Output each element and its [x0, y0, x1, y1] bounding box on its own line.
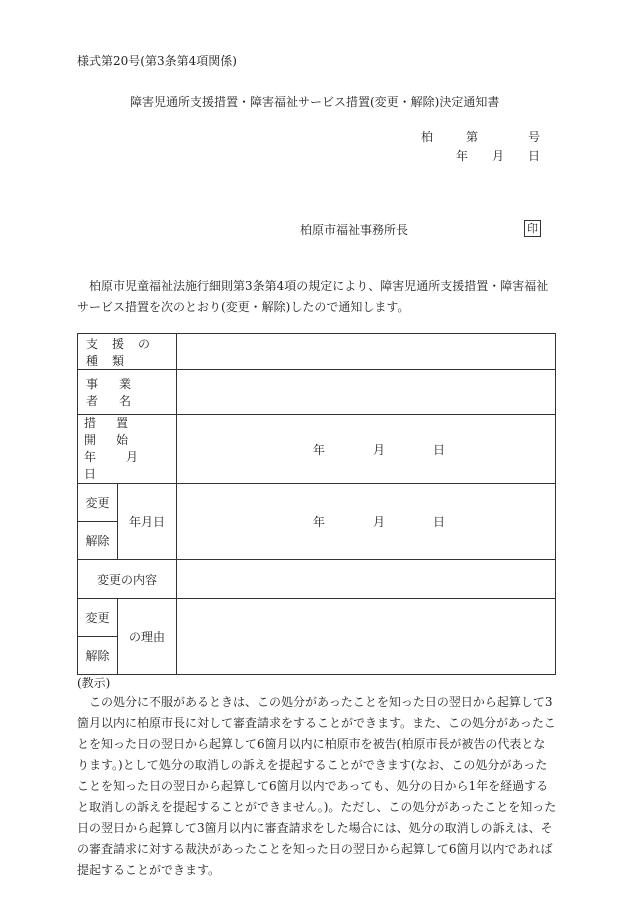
issue-year: 年: [456, 149, 469, 163]
start-date-label: [78, 415, 177, 484]
change-year: 年: [312, 515, 325, 529]
cancel-label: 解除: [78, 522, 118, 560]
change-content-value[interactable]: [177, 560, 556, 599]
start-label-line2: 年月日: [84, 450, 169, 481]
change-day: 日: [432, 515, 445, 529]
change-date-fields: [289, 513, 469, 530]
start-month: 月: [372, 442, 385, 457]
start-date-fields: [289, 441, 469, 458]
start-day: 日: [432, 442, 445, 457]
support-type-label: 支援の種類: [78, 334, 177, 370]
provider-name-value[interactable]: [177, 370, 556, 415]
support-type-value[interactable]: [177, 334, 556, 370]
start-year: 年: [312, 442, 325, 457]
provider-name-label: 事業者名: [78, 370, 177, 415]
notice-heading: (教示): [77, 676, 111, 690]
doc-mid: 第: [466, 130, 479, 144]
doc-suffix: 号: [528, 130, 541, 144]
reason-label: の理由: [118, 599, 177, 675]
start-date-value[interactable]: [177, 415, 556, 484]
reason-value[interactable]: [177, 599, 556, 675]
change-label: 変更: [78, 484, 118, 522]
change-date-value[interactable]: [177, 484, 556, 560]
intro-paragraph: 柏原市児童福祉法施行細則第3条第4項の規定により、障害児通所支援措置・障害福祉サービス措置を次のとおり(変更・解除)したので通知します。: [77, 279, 549, 314]
change-content-label: 変更の内容: [78, 560, 177, 599]
document-title: 障害児通所支援措置・障害福祉サービス措置(変更・解除)決定通知書: [130, 95, 500, 109]
doc-prefix: 柏: [421, 130, 434, 144]
change-date-label: 年月日: [118, 484, 177, 560]
notice-form-table: [77, 333, 556, 675]
issue-month: 月: [492, 149, 505, 163]
change-reason-label: 変更: [78, 599, 118, 637]
issuer-name: 柏原市福祉事務所長: [300, 223, 409, 237]
cancel-reason-label: 解除: [78, 637, 118, 675]
issue-day: 日: [528, 149, 541, 163]
notice-body: この処分に不服があるときは、この処分があったことを知った日の翌日から起算して3箇月以内に柏原市長に対して審査請求をすることができます。また、この処分があったことを知った日の翌日から起算して6箇月以内に柏原市を被告(柏原市長が被告の代表となります。)として処分の取消しの訴えを提起することができます(なお、この処分があったことを知った日の翌日から起算して6箇月以内であっても、処分の日から1年を経過すると取消しの訴えを提起することができません。)。ただし、この処分があったことを知った日の翌日から起算して3箇月以内に審査請求をした場合には、処分の取消しの訴えは、その審査請求に対する裁決があったことを知った日の翌日から起算して6箇月以内であれば提起することができます。: [77, 695, 557, 877]
seal-mark: 印: [524, 220, 541, 237]
form-number: 様式第20号(第3条第4項関係): [77, 54, 237, 68]
change-month: 月: [372, 515, 385, 529]
start-label-line1: 措置開始: [84, 416, 149, 447]
